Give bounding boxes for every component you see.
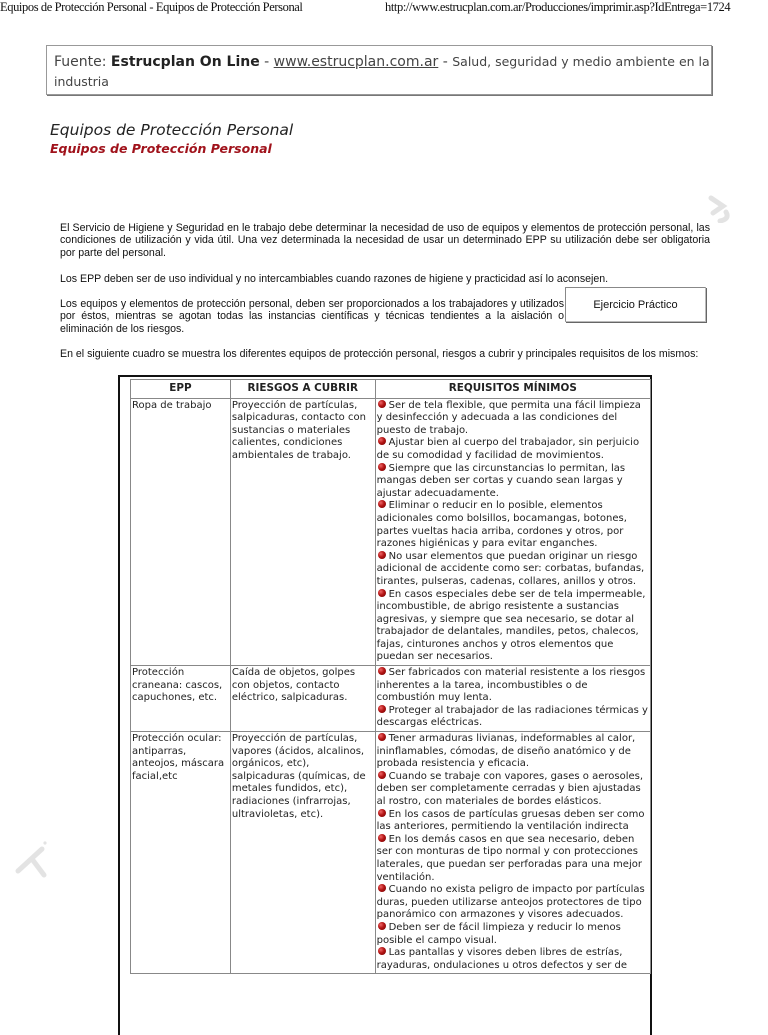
requirement-text: Las pantallas y visores deben libres de estrías, rayaduras, ondulaciones u otros defectos y ser de xyxy=(376,947,628,971)
requirement-item xyxy=(377,437,649,462)
requirement-text: No usar elementos que puedan originar un riesgo adicional de accidente como ser: corbatas, bufandas, tirantes, pulseras, cadenas, collares, anillos y otros. xyxy=(376,550,645,587)
cell-epp: Ropa de trabajo xyxy=(131,398,231,665)
requirement-item xyxy=(377,922,649,947)
requirement-item xyxy=(377,551,649,589)
page-title: Equipos de Protección Personal xyxy=(50,121,294,139)
requirement-item xyxy=(377,705,649,730)
red-bullet-icon xyxy=(378,463,386,471)
table-intro-paragraph: En el siguiente cuadro se muestra los diferentes equipos de protección personal, riesgos a cubrir y principales requisitos de los mismos: xyxy=(60,347,699,360)
header-epp: EPP xyxy=(131,380,231,399)
watermark-mark xyxy=(706,195,736,223)
print-url: http://www.estrucplan.com.ar/Producciones/imprimir.asp?IdEntrega=1724 xyxy=(385,0,731,14)
requirement-text: En los demás casos en que sea necesario, deben ser con monturas de tipo normal y con protecciones laterales, que puedan ser perforadas para una mejor ventilación. xyxy=(376,833,642,883)
red-bullet-icon xyxy=(378,809,386,817)
header-requisitos: REQUISITOS MÍNIMOS xyxy=(375,380,650,399)
requirement-item xyxy=(377,884,649,922)
requirement-item xyxy=(377,500,649,550)
header-riesgos: RIESGOS A CUBRIR xyxy=(230,380,375,399)
red-bullet-icon xyxy=(378,947,386,955)
requirement-item xyxy=(377,463,649,501)
requirement-text: Eliminar o reducir en lo posible, elementos adicionales como bolsillos, bocamangas, botones, partes vueltas hacia arriba, cordones y otros, por razones higiénicas y para evitar enganches. xyxy=(376,500,627,550)
requirement-item xyxy=(377,947,649,972)
requirement-item xyxy=(377,771,649,809)
cell-requisitos xyxy=(375,666,650,732)
page-subtitle: Equipos de Protección Personal xyxy=(50,141,272,156)
table-row xyxy=(131,398,651,665)
requirement-text: Ajustar bien al cuerpo del trabajador, sin perjuicio de su comodidad y facilidad de movimientos. xyxy=(376,437,640,461)
red-bullet-icon xyxy=(378,705,386,713)
red-bullet-icon xyxy=(378,667,386,675)
requirement-text: Siempre que las circunstancias lo permitan, las mangas deben ser cortas y cuando sean largas y ajustar adecuadamente. xyxy=(376,462,626,499)
requirement-text: En los casos de partículas gruesas deben ser como las anteriores, permitiendo la ventilación indirecta xyxy=(376,808,645,833)
cell-epp: Protección ocular: antiparras, anteojos, máscara facial,etc xyxy=(131,732,231,974)
epp-individual-paragraph: Los EPP deben ser de uso individual y no intercambiables cuando razones de higiene y practicidad así lo aconsejen. xyxy=(60,272,609,285)
cell-epp: Protección craneana: cascos, capuchones, etc. xyxy=(131,666,231,732)
red-bullet-icon xyxy=(378,922,386,930)
intro-paragraph: El Servicio de Higiene y Seguridad en le trabajo debe determinar la necesidad de uso de equipos y elementos de protección personal, las condiciones de utilización y vida útil. Una vez determinada la necesidad de usar un determinado EPP su utilización debe ser obligatoria por parte del personal. xyxy=(60,221,710,259)
red-bullet-icon xyxy=(378,884,386,892)
red-bullet-icon xyxy=(378,400,386,408)
cell-riesgos: Proyección de partículas, salpicaduras, contacto con sustancias o materiales calientes, condiciones ambientales de trabajo. xyxy=(230,398,375,665)
epp-table-frame xyxy=(118,375,652,1035)
requirement-item xyxy=(377,809,649,834)
source-box xyxy=(46,45,712,95)
table-row xyxy=(131,666,651,732)
source-label: Fuente: xyxy=(54,54,107,70)
source-link[interactable]: www.estrucplan.com.ar xyxy=(273,54,439,70)
requirement-text: Cuando se trabaje con vapores, gases o aerosoles, deben ser completamente cerradas y bien ajustadas al rostro, con materiales de bordes elásticos. xyxy=(376,770,644,807)
red-bullet-icon xyxy=(378,733,386,741)
source-separator: - xyxy=(438,54,453,70)
source-separator: - xyxy=(259,54,274,70)
cell-requisitos xyxy=(375,732,650,974)
requirement-text: Ser de tela flexible, que permita una fácil limpieza y desinfección y adecuada a las condiciones del puesto de trabajo. xyxy=(376,399,641,436)
red-bullet-icon xyxy=(378,437,386,445)
print-page-title: Equipos de Protección Personal - Equipos de Protección Personal xyxy=(0,0,303,14)
requirement-item xyxy=(377,733,649,771)
epp-table xyxy=(130,379,651,974)
watermark-mark xyxy=(14,835,50,883)
cell-riesgos: Caída de objetos, golpes con objetos, contacto eléctrico, salpicaduras. xyxy=(230,666,375,732)
red-bullet-icon xyxy=(378,771,386,779)
red-bullet-icon xyxy=(378,589,386,597)
red-bullet-icon xyxy=(378,551,386,559)
cell-requisitos xyxy=(375,398,650,665)
requirement-text: Ser fabricados con material resistente a los riesgos inherentes a la tarea, incombustibles o de combustión muy lenta. xyxy=(376,667,646,704)
ejercicio-practico-button[interactable]: Ejercicio Práctico xyxy=(565,287,706,322)
table-header-row xyxy=(131,380,651,399)
table-row xyxy=(131,732,651,974)
red-bullet-icon xyxy=(378,500,386,508)
requirement-item xyxy=(377,667,649,705)
requirement-item xyxy=(377,400,649,438)
requirement-text: Deben ser de fácil limpieza y reducir lo menos posible el campo visual. xyxy=(376,921,621,946)
requirement-item xyxy=(377,834,649,884)
source-tagline: Salud, seguridad y medio ambiente en la industria xyxy=(54,54,710,89)
cell-riesgos: Proyección de partículas, vapores (ácidos, alcalinos, orgánicos, etc), salpicaduras (químicas, de metales fundidos, etc), radiaciones (infrarrojas, ultravioletas, etc). xyxy=(230,732,375,974)
requirement-text: Proteger al trabajador de las radiaciones térmicas y descargas eléctricas. xyxy=(376,704,648,729)
requirement-text: Tener armaduras livianas, indeformables al calor, ininflamables, cómodas, de diseño anatómico y de probada resistencia y eficacia. xyxy=(376,733,636,770)
epp-provision-paragraph: Los equipos y elementos de protección personal, deben ser proporcionados a los trabajadores y utilizados por éstos, mientras se agotan todas las instancias científicas y técnicas tendientes a la aislación o eliminación de los riesgos. xyxy=(60,297,564,335)
requirement-text: Cuando no exista peligro de impacto por partículas duras, pueden utilizarse anteojos protectores de tipo panorámico con armazones y visores adecuados. xyxy=(376,884,645,921)
requirement-text: En casos especiales debe ser de tela impermeable, incombustible, de abrigo resistente a sustancias agresivas, y siempre que sea necesario, se dotar al trabajador de delantales, mandiles, petos, chalecos, fajas, cinturones anchos y otros elementos que puedan ser necesarios. xyxy=(376,588,646,663)
red-bullet-icon xyxy=(378,834,386,842)
requirement-item xyxy=(377,589,649,665)
print-header xyxy=(0,0,768,16)
source-brand: Estrucplan On Line xyxy=(110,54,260,70)
